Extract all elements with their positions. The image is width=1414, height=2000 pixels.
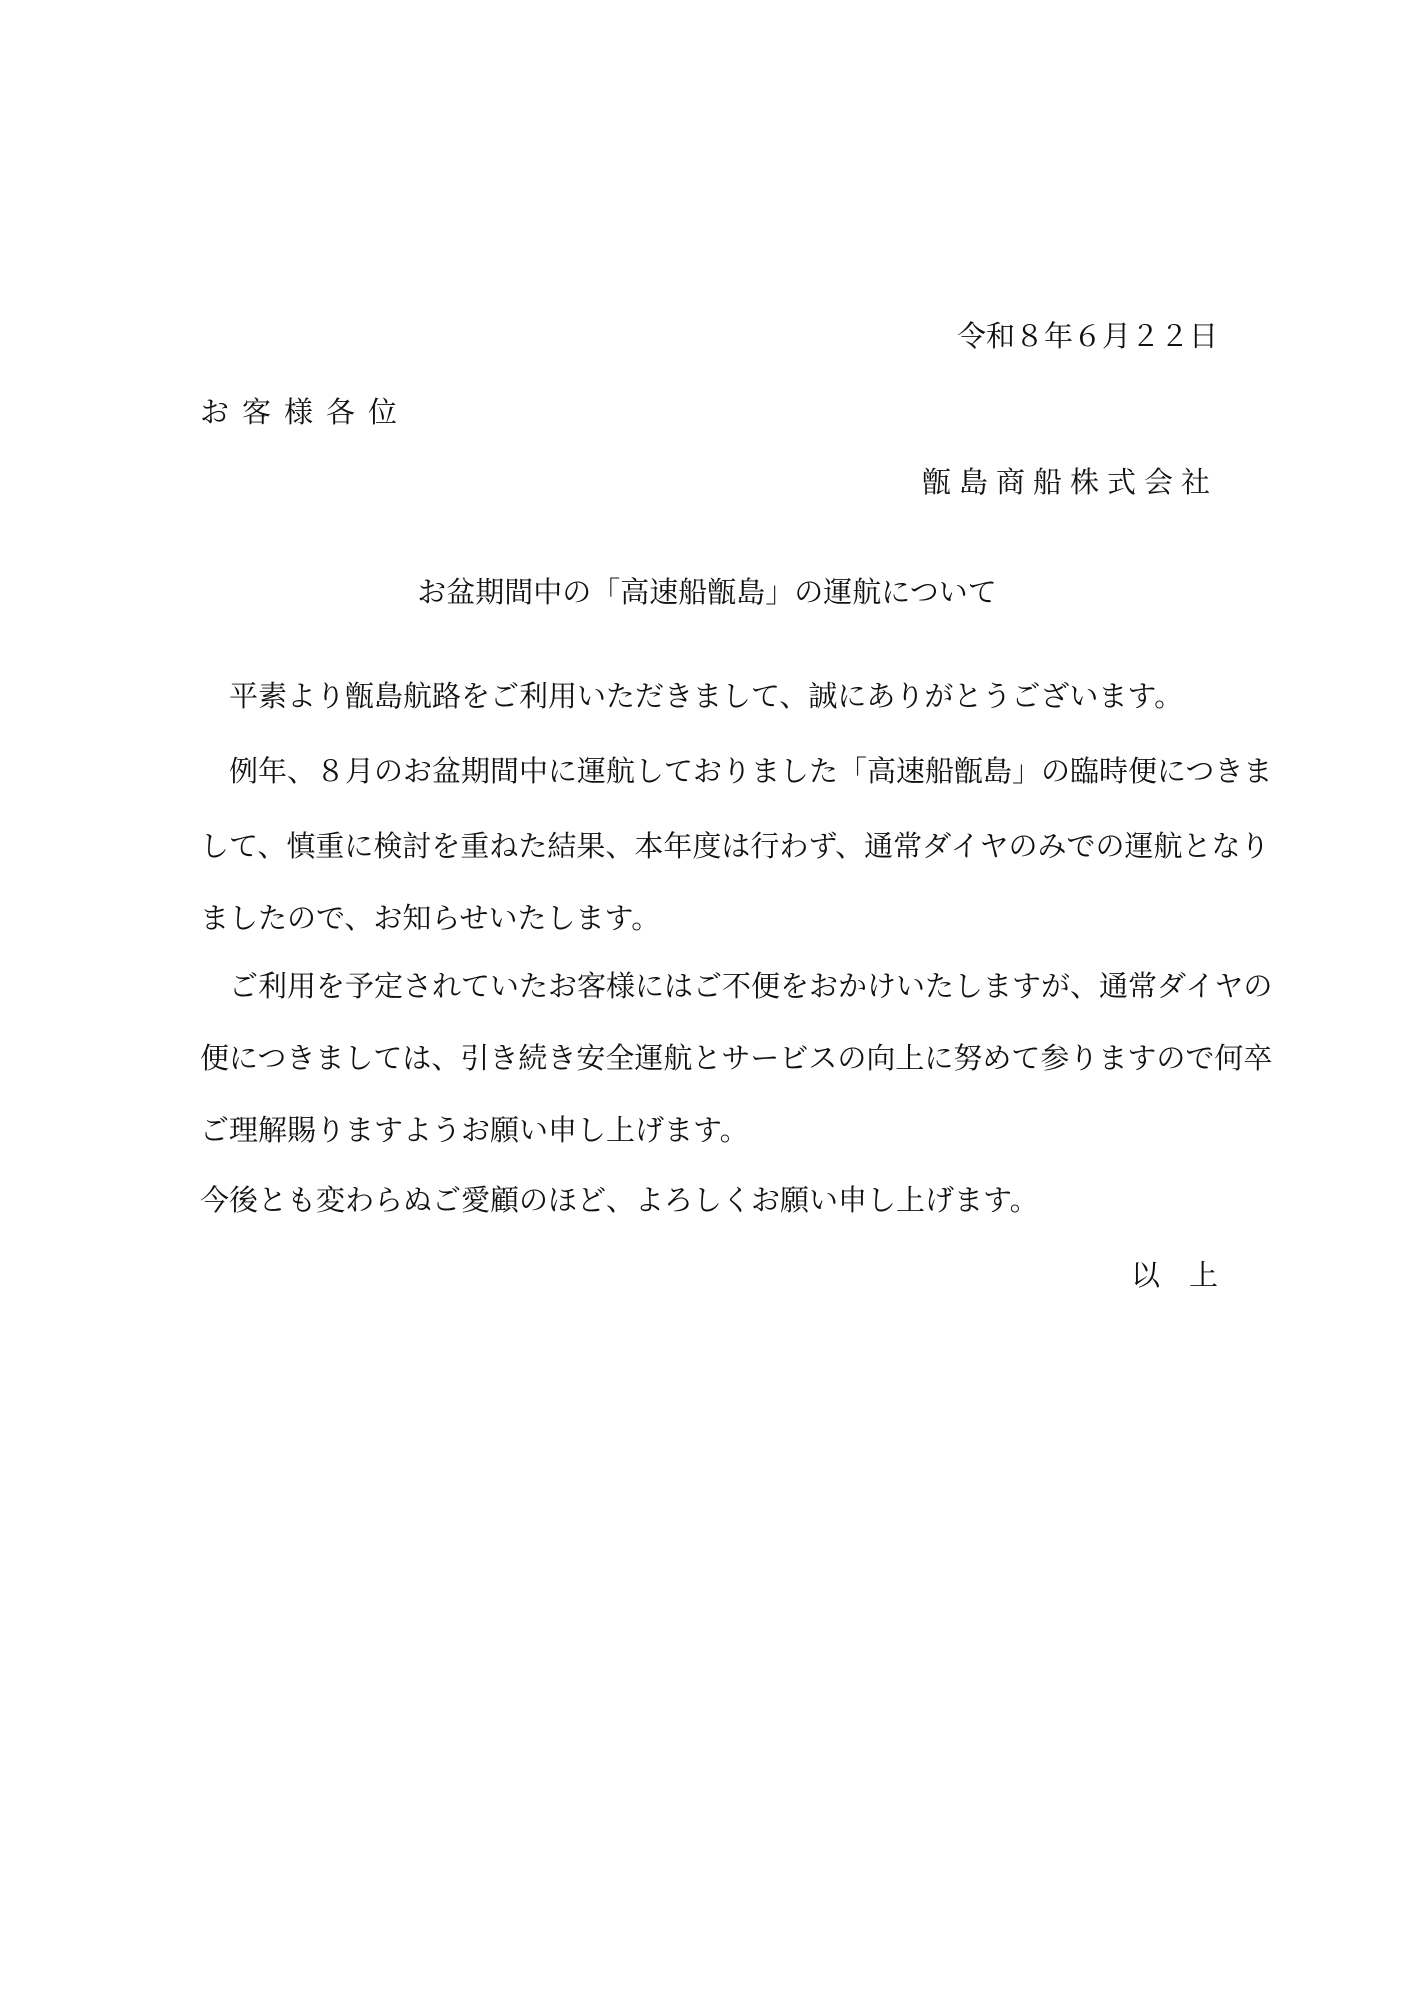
- paragraph-apology-line: 便につきましては、引き続き安全運航とサービスの向上に努めて参りますので何卒: [200, 1041, 1273, 1075]
- paragraph-announcement-line: して、慎重に検討を重ねた結果、本年度は行わず、通常ダイヤのみでの運航となり: [200, 829, 1270, 863]
- notice-title: お盆期間中の「高速船甑島」の運航について: [417, 575, 997, 609]
- paragraph-closing-remark: 今後とも変わらぬご愛顧のほど、よろしくお願い申し上げます。: [200, 1183, 1039, 1217]
- paragraph-apology-line: ご利用を予定されていたお客様にはご不便をおかけいたしますが、通常ダイヤの: [229, 969, 1273, 1003]
- paragraph-announcement-line: ましたので、お知らせいたします。: [200, 901, 661, 935]
- paragraph-apology-line: ご理解賜りますようお願い申し上げます。: [200, 1113, 749, 1147]
- notice-date: 令和８年６月２２日: [956, 319, 1218, 353]
- sender-company: 甑島商船株式会社: [921, 465, 1218, 499]
- closing-mark: 以上: [1130, 1258, 1247, 1292]
- paragraph-greeting: 平素より甑島航路をご利用いただきまして、誠にありがとうございます。: [229, 679, 1184, 713]
- paragraph-announcement-line: 例年、８月のお盆期間中に運航しておりました「高速船甑島」の臨時便につきま: [229, 754, 1273, 788]
- recipient-salutation: お客様各位: [200, 395, 411, 429]
